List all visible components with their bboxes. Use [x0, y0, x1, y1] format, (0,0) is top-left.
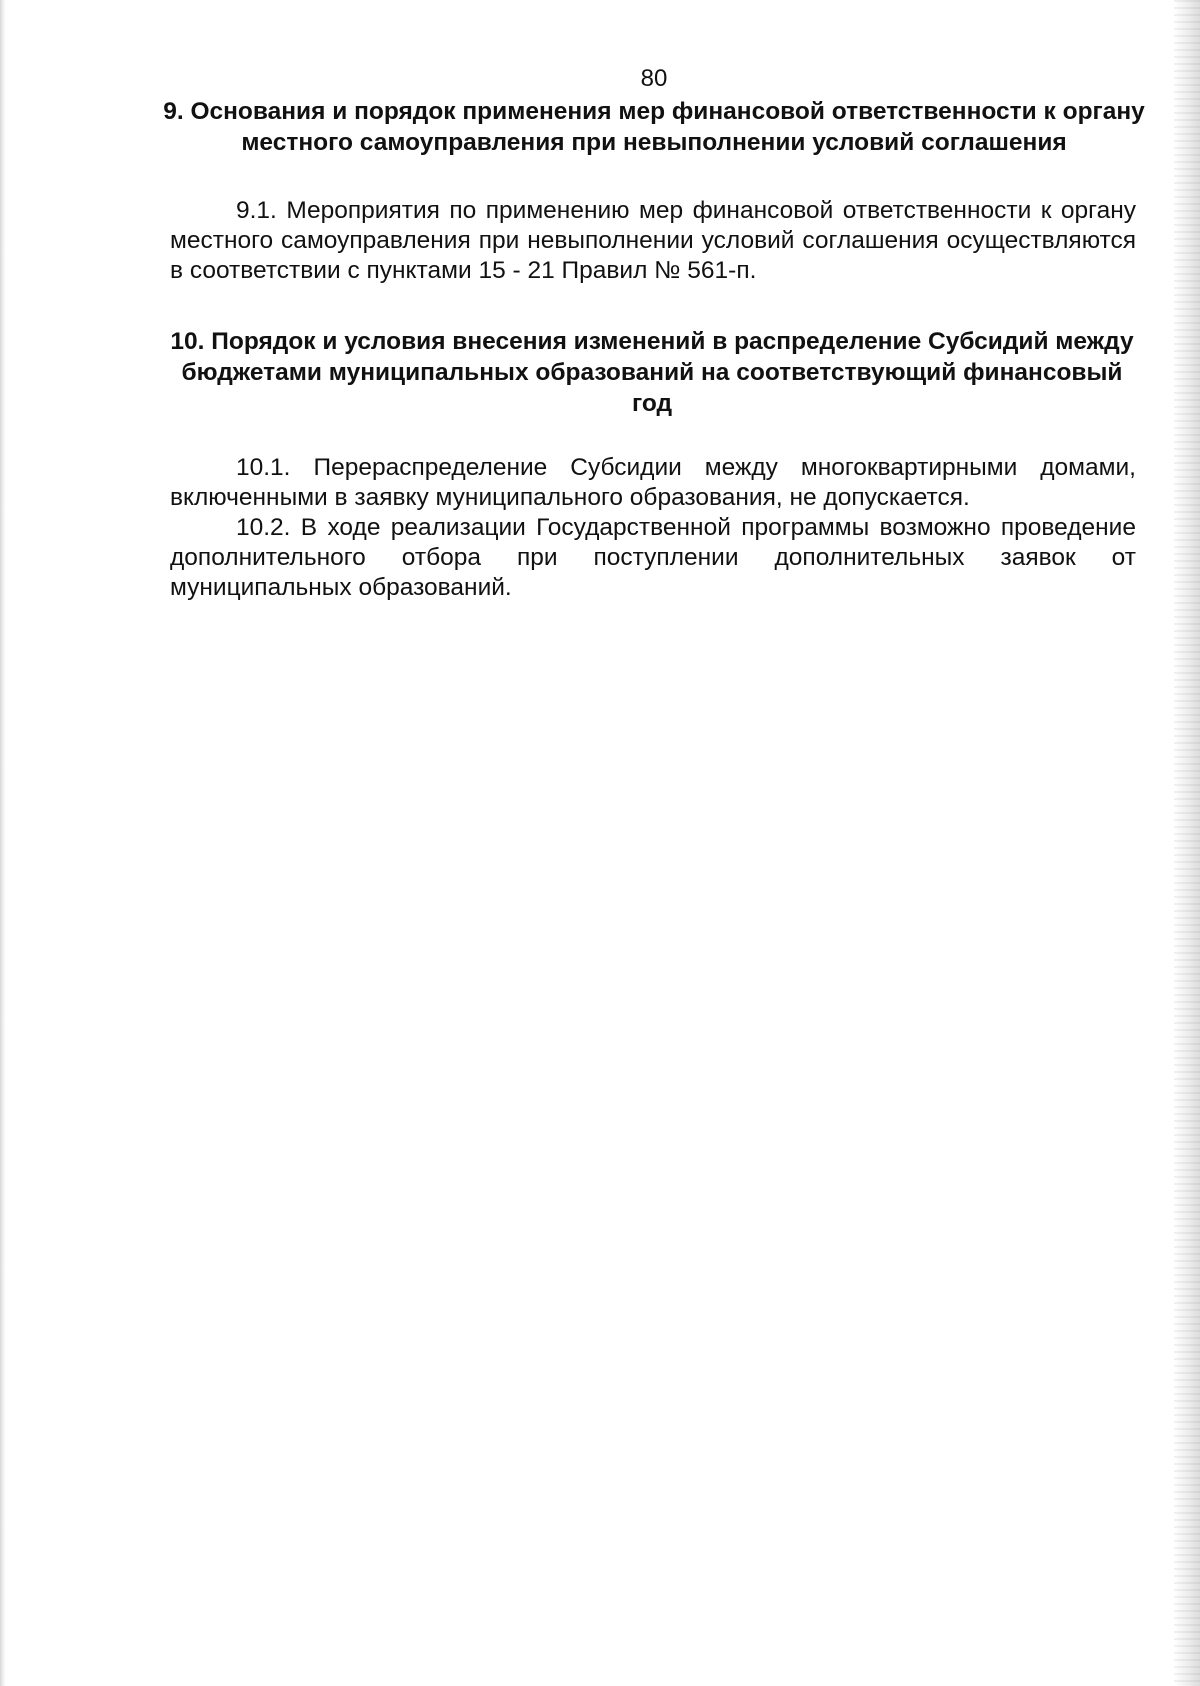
scan-edge-right [1174, 0, 1200, 1686]
section-9-heading: 9. Основания и порядок применения мер финансовой ответственности к органу местного самоуправления при невыполнении условий соглашения [163, 98, 1145, 156]
section-10-heading: 10. Порядок и условия внесения изменений в распределение Субсидий между бюджетами муниципальных образований на соответствующий финансовый год [170, 328, 1134, 417]
paragraph-10-2: 10.2. В ходе реализации Государственной программы возможно проведение дополнительного отбора при поступлении дополнительных заявок от муниципальных образований. [170, 514, 1136, 601]
section-9 [163, 96, 1145, 286]
paragraph-9-1: 9.1. Мероприятия по применению мер финансовой ответственности к органу местного самоуправления при невыполнении условий соглашения осуществляются в соответствии с пунктами 15 - 21 Правил № 561-п. [170, 197, 1136, 284]
section-10 [170, 326, 1136, 603]
document-page [163, 64, 1145, 603]
paragraph-10-1: 10.1. Перераспределение Субсидии между многоквартирными домами, включенными в заявку муниципального образования, не допускается. [170, 454, 1136, 511]
scan-edge-left [0, 0, 6, 1686]
page-number: 80 [640, 65, 668, 92]
